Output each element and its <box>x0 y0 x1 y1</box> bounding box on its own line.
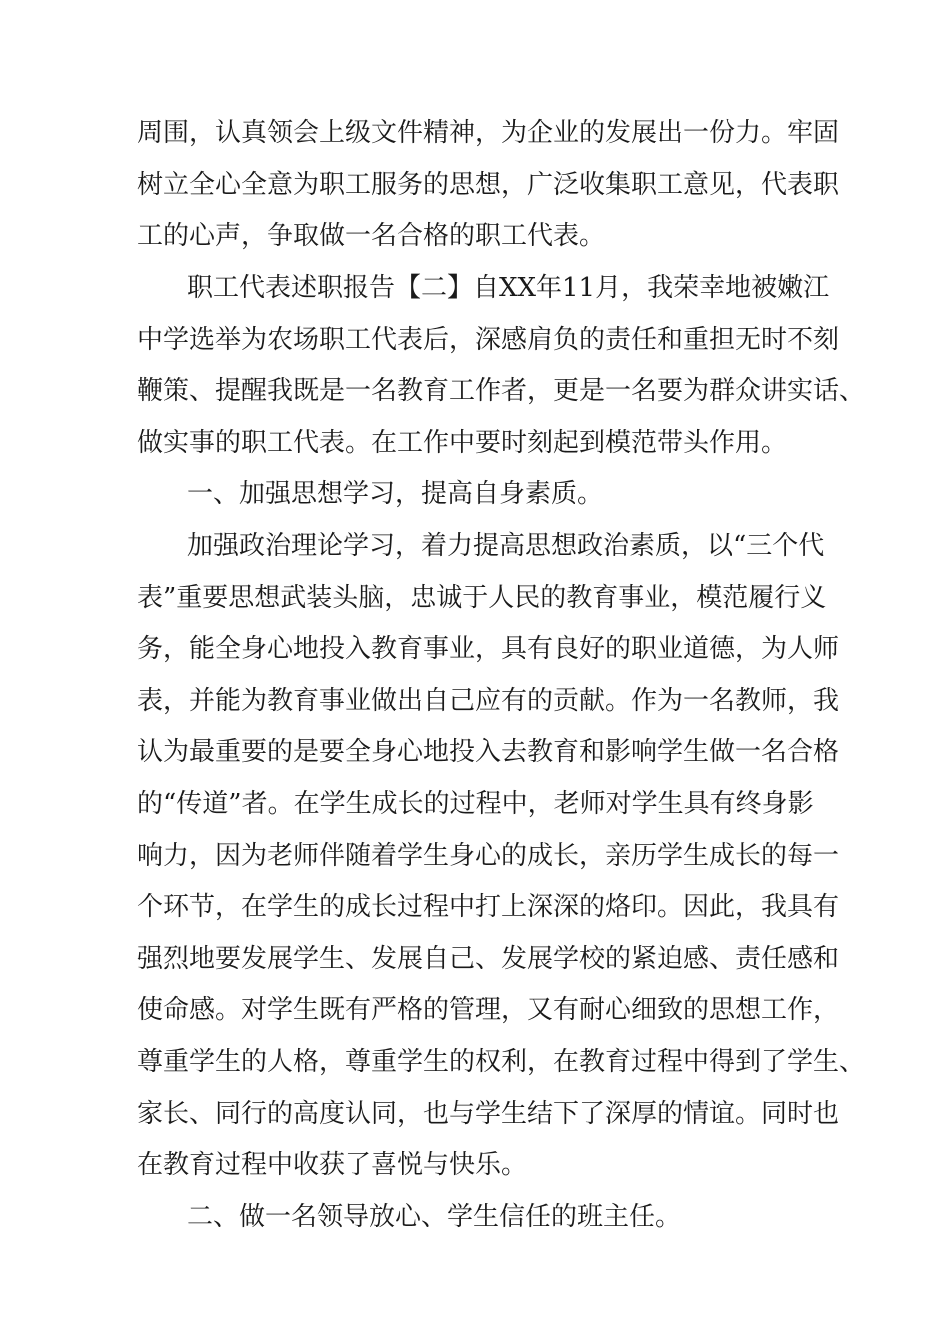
text-line: 尊重学生的人格，尊重学生的权利，在教育过程中得到了学生、 <box>137 1047 866 1077</box>
text-line: 使命感。对学生既有严格的管理，又有耐心细致的思想工作， <box>137 995 840 1025</box>
text-line: 强烈地要发展学生、发展自己、发展学校的紧迫感、责任感和 <box>137 944 840 974</box>
text-line: 个环节，在学生的成长过程中打上深深的烙印。因此，我具有 <box>137 892 840 922</box>
paragraph-start-line: 加强政治理论学习，着力提高思想政治素质，以“三个代 <box>187 531 825 561</box>
text-line: 鞭策、提醒我既是一名教育工作者，更是一名要为群众讲实话、 <box>137 376 866 406</box>
text-line: 认为最重要的是要全身心地投入去教育和影响学生做一名合格 <box>137 737 840 767</box>
text-line: 表，并能为教育事业做出自己应有的贡献。作为一名教师，我 <box>137 686 840 716</box>
text-line: 的“传道”者。在学生成长的过程中，老师对学生具有终身影 <box>137 789 814 819</box>
section-heading-2: 二、做一名领导放心、学生信任的班主任。 <box>187 1202 682 1232</box>
text-line: 表”重要思想武装头脑，忠诚于人民的教育事业，模范履行义 <box>137 583 827 613</box>
text-line: 工的心声，争取做一名合格的职工代表。 <box>137 221 606 251</box>
text-line: 树立全心全意为职工服务的思想，广泛收集职工意见，代表职 <box>137 170 840 200</box>
text-line: 周围，认真领会上级文件精神，为企业的发展出一份力。牢固 <box>137 118 840 148</box>
section-heading-1: 一、加强思想学习，提高自身素质。 <box>187 479 604 509</box>
text-line: 家长、同行的高度认同，也与学生结下了深厚的情谊。同时也 <box>137 1099 840 1129</box>
text-line: 做实事的职工代表。在工作中要时刻起到模范带头作用。 <box>137 428 788 458</box>
text-line: 中学选举为农场职工代表后，深感肩负的责任和重担无时不刻 <box>137 325 840 355</box>
paragraph-start-line: 职工代表述职报告【二】自XX年11月，我荣幸地被嫩江 <box>187 273 830 303</box>
text-line: 在教育过程中收获了喜悦与快乐。 <box>137 1150 528 1180</box>
text-line: 响力，因为老师伴随着学生身心的成长，亲历学生成长的每一 <box>137 841 840 871</box>
text-line: 务，能全身心地投入教育事业，具有良好的职业道德，为人师 <box>137 634 840 664</box>
